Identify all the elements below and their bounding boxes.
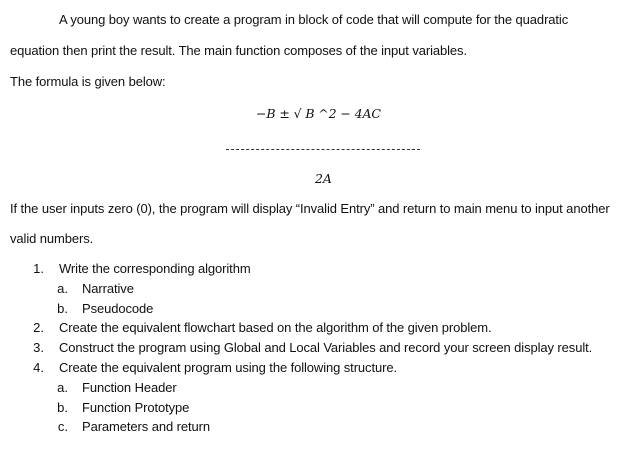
task-2-marker: 2. bbox=[33, 320, 44, 335]
task-4a-marker: a. bbox=[57, 380, 68, 395]
task-1-text: Write the corresponding algorithm bbox=[59, 261, 251, 276]
task-4a-text: Function Header bbox=[82, 380, 177, 395]
task-2-text: Create the equivalent flowchart based on the algorithm of the given problem. bbox=[59, 320, 492, 335]
task-1a-text: Narrative bbox=[82, 281, 134, 296]
task-1b-marker: b. bbox=[57, 301, 68, 316]
condition-line-2: valid numbers. bbox=[10, 231, 94, 246]
intro-line-2: equation then print the result. The main function composes of the input variables. bbox=[10, 43, 467, 58]
task-4-text: Create the equivalent program using the following structure. bbox=[59, 360, 397, 375]
task-4-marker: 4. bbox=[33, 360, 44, 375]
task-3-text: Construct the program using Global and Local Variables and record your screen display result. bbox=[59, 340, 593, 355]
formula-denominator: 2A bbox=[315, 171, 332, 186]
formula-divider bbox=[226, 149, 420, 150]
task-4b-marker: b. bbox=[57, 400, 68, 415]
task-4b-text: Function Prototype bbox=[82, 400, 190, 415]
intro-line-3: The formula is given below: bbox=[10, 74, 166, 89]
task-4c-marker: c. bbox=[57, 419, 68, 434]
task-1-marker: 1. bbox=[33, 261, 44, 276]
task-1b-text: Pseudocode bbox=[82, 301, 154, 316]
task-4c-text: Parameters and return bbox=[82, 419, 210, 434]
intro-line-1: A young boy wants to create a program in block of code that will compute for the quadratic bbox=[59, 12, 569, 27]
condition-line-1: If the user inputs zero (0), the program will display “Invalid Entry” and return to main menu to input another bbox=[10, 201, 610, 216]
formula-numerator: −B ± √ B ^2 − 4AC bbox=[256, 106, 381, 121]
task-1a-marker: a. bbox=[57, 281, 68, 296]
task-3-marker: 3. bbox=[33, 340, 44, 355]
